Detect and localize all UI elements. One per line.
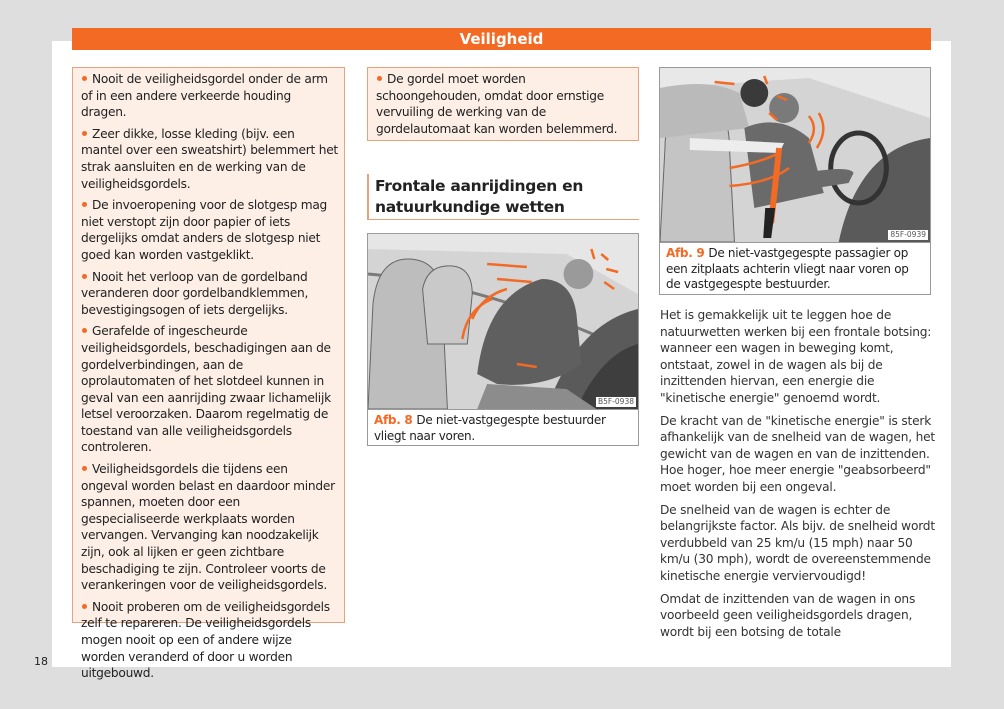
warning-item: Veiligheidsgordels die tijdens een ongeval worden belast en daardoor minder spannen, moeten door een gespecialiseerde werkplaats worden vervangen. Vervanging kan noodzakelijk zijn, ook al lijken er geen zichtbare beschadiging te zijn. Controleer voorts de verankeringen voor de veiligheidsgordels.	[81, 462, 335, 593]
figure-9-caption: Afb. 9 De niet-vastgegespte passagier op een zitplaats achterin vliegt naar voren op de vastgegespte bestuurder.	[660, 242, 930, 293]
warning-item: Nooit het verloop van de gordelband veranderen door gordelbandklemmen, bevestigingsogen of iets dergelijks.	[81, 269, 309, 317]
unbelted-driver-illustration	[368, 234, 638, 409]
figure-8-caption: Afb. 8 De niet-vastgegespte bestuurder vliegt naar voren.	[368, 409, 638, 444]
figure-8-code: B5F-0938	[597, 397, 634, 406]
body-text	[660, 307, 935, 646]
body-paragraph: Omdat de inzittenden van de wagen in ons voorbeeld geen veiligheidsgordels dragen, wordt bij een botsing de totale	[660, 591, 916, 639]
warning-item: De invoeropening voor de slotgesp mag niet verstopt zijn door papier of iets dergelijks omdat anders de slotgesp niet goed kan worden vastgeklikt.	[81, 198, 328, 262]
body-paragraph: De snelheid van de wagen is echter de belangrijkste factor. Als bijv. de snelheid wordt verdubbeld van 25 km/u (15 mph) naar 50 km/u (30 mph), wordt de overeenstemmende kinetische energie verviervoudigd!	[660, 502, 935, 583]
section-header-bar	[72, 28, 931, 50]
figure-9-code: 85F-0939	[890, 230, 926, 239]
bullet-icon	[82, 328, 87, 333]
warning-item: Zeer dikke, losse kleding (bijv. een mantel over een sweatshirt) belemmert het strak aansluiten en de werking van de veiligheidsgordels.	[81, 126, 338, 191]
bullet-icon	[82, 202, 87, 207]
section-heading: Frontale aanrijdingen en natuurkundige wetten	[367, 174, 639, 220]
warning-item: Gerafelde of ingescheurde veiligheidsgordels, beschadigingen aan de gordelverbindingen, aan de oprolautomaten of het slotdeel kunnen in geval van een aanrijding zwaar lichamelijk letsel veroorzaken. Daarom regelmatig de toestand van alle veiligheidsgordels controleren.	[81, 324, 331, 455]
rear-passenger-illustration	[660, 68, 930, 242]
figure-8-illustration	[368, 234, 638, 409]
warning-item: De gordel moet worden schoongehouden, omdat door ernstige vervuiling de werking van de gordelautomaat kan worden belemmerd.	[376, 72, 618, 136]
bullet-icon	[377, 76, 382, 81]
figure-9-illustration	[660, 68, 930, 242]
section-header-title: Veiligheid	[459, 30, 544, 48]
body-paragraph: Het is gemakkelijk uit te leggen hoe de natuurwetten werken bij een frontale botsing: wanneer een wagen in beweging komt, ontstaat, zowel in de wagen als bij de inzittenden hiervan, een energie die "kinetische energie" genoemd wordt.	[660, 308, 932, 405]
figure-8	[367, 233, 639, 446]
bullet-icon	[82, 466, 87, 471]
figure-8-label: Afb. 8	[374, 413, 413, 427]
page-number: 18	[34, 655, 48, 668]
figure-9	[659, 67, 931, 295]
bullet-icon	[82, 131, 87, 136]
warning-box-mid	[367, 67, 639, 141]
bullet-icon	[82, 274, 87, 279]
figure-9-label: Afb. 9	[666, 246, 705, 260]
body-paragraph: De kracht van de "kinetische energie" is sterk afhankelijk van de snelheid van de wagen, het gewicht van de wagen en van de inzittenden. Hoe hoger, hoe meer energie "geabsorbeerd" moet worden bij een ongeval.	[660, 413, 935, 494]
warning-item: Nooit proberen om de veiligheidsgordels zelf te repareren. De veiligheidsgordels mogen nooit op een of andere wijze worden veranderd of door u worden uitgebouwd.	[81, 599, 330, 681]
warning-box-left	[72, 67, 345, 681]
warning-item: Nooit de veiligheidsgordel onder de arm of in een andere verkeerde houding dragen.	[81, 72, 328, 120]
bullet-icon	[82, 604, 87, 609]
bullet-icon	[82, 76, 87, 81]
